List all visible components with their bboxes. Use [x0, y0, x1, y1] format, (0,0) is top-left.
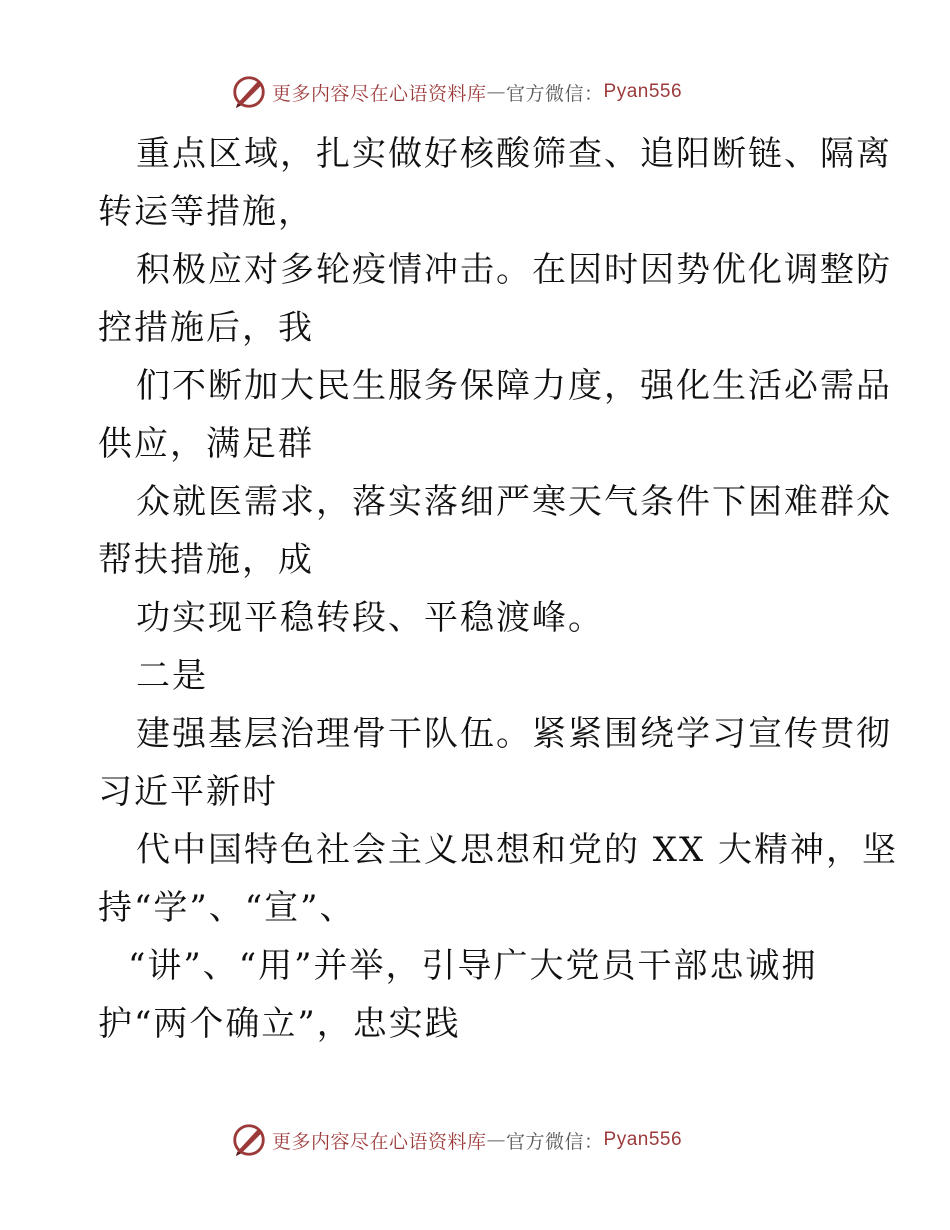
body-line: 控措施后，我 — [98, 308, 314, 348]
pen-logo-icon — [230, 73, 268, 111]
body-line: 重点区域，扎实做好核酸筛查、追阳断链、隔离 — [136, 134, 892, 174]
body-line: 们不断加大民生服务保障力度，强化生活必需品 — [136, 366, 892, 406]
pen-logo-icon — [230, 1121, 268, 1159]
body-line: “讲”、“用”并举，引导广大党员干部忠诚拥 — [128, 946, 818, 986]
body-line: 习近平新时 — [98, 772, 278, 812]
watermark-wechat-id: Pyan556 — [603, 81, 683, 102]
watermark-text: 更多内容尽在心语资料库 — [272, 1130, 487, 1153]
body-line: 代中国特色社会主义思想和党的 XX 大精神，坚 — [136, 830, 899, 870]
watermark-wechat-id: Pyan556 — [603, 1129, 683, 1150]
body-line: 积极应对多轮疫情冲击。在因时因势优化调整防 — [136, 250, 892, 290]
watermark-label: 官方微信： — [506, 82, 604, 105]
document-body — [98, 125, 899, 1053]
body-line: 众就医需求，落实落细严寒天气条件下困难群众 — [136, 482, 892, 522]
watermark-separator: — — [486, 81, 507, 103]
body-line: 建强基层治理骨干队伍。紧紧围绕学习宣传贯彻 — [136, 714, 892, 754]
body-line: 供应，满足群 — [98, 424, 314, 464]
header-watermark — [230, 72, 682, 112]
body-line: 功实现平稳转段、平稳渡峰。 — [136, 598, 604, 638]
body-line: 帮扶措施，成 — [98, 540, 314, 580]
section-heading: 二是 — [136, 656, 208, 696]
watermark-text: 更多内容尽在心语资料库 — [272, 82, 487, 105]
watermark-separator: — — [486, 1129, 507, 1151]
body-line: 持“学”、“宣”、 — [98, 888, 356, 928]
watermark-label: 官方微信： — [506, 1130, 604, 1153]
body-line: 护“两个确立”，忠实践 — [98, 1004, 461, 1044]
body-line: 转运等措施， — [98, 192, 314, 232]
footer-watermark — [230, 1120, 682, 1160]
